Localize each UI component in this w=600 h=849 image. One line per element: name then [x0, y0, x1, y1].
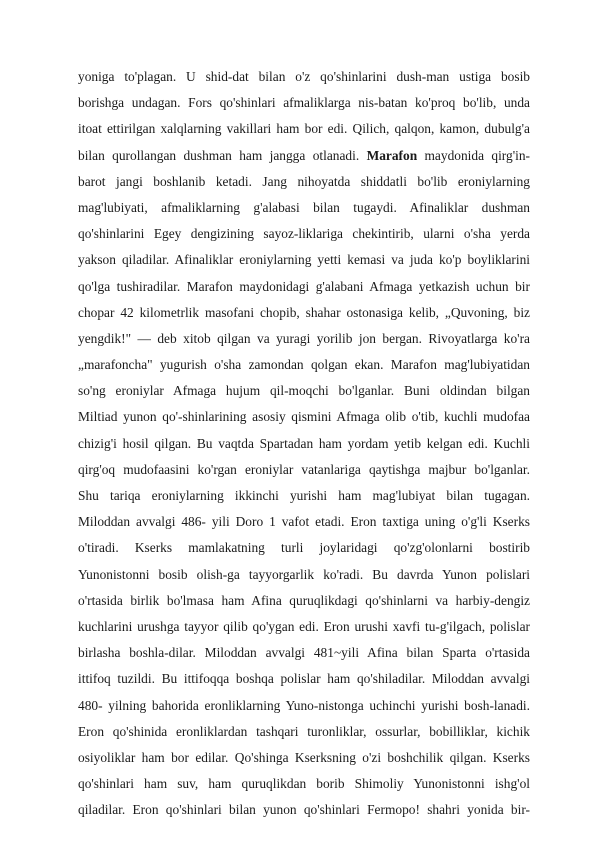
- text-line-9: qo'lga tushiradilar. Marafon maydonidagi g'alabani Afmaga yetkazish uchun bir: [78, 278, 530, 294]
- text-line-1: yoniga to'plagan. U shid-dat bilan o'z qo'shinlarini dush-man ustiga bosib: [78, 69, 530, 84]
- text-line-23: birlasha boshla-dilar. Miloddan avvalgi 481~yili Afina bilan Sparta o'rtasida: [78, 645, 530, 661]
- text-line-16: qirg'oq mudofaasini ko'rgan eroniylar vatanlariga qaytishga majbur bo'lganlar.: [78, 461, 530, 477]
- text-line-2: borishga undagan. Fors qo'shinlari afmaliklarga nis-batan ko'proq bo'lib, unda: [78, 95, 530, 111]
- text-line-7: qo'shinlarini Egey dengizining sayoz-liklariga chekintirib, ularni o'sha yerda: [78, 226, 530, 242]
- text-line-15: chizig'i hosil qilgan. Bu vaqtda Spartadan ham yordam yetib kelgan edi. Kuchli: [78, 435, 530, 451]
- text-line-14: Miltiad yunon qo'-shinlarining asosiy qismini Afmaga olib o'tib, kuchli mudofaa: [78, 409, 530, 425]
- text-line-20: Yunonistonni bosib olish-ga tayyorgarlik ko'radi. Bu davrda Yunon polislari: [78, 566, 530, 582]
- text-line-24: ittifoq tuzildi. Bu ittifoqqa boshqa polislar ham qo'shiladilar. Miloddan avvalgi: [78, 671, 530, 687]
- text-line-22: kuchlarini urushga tayyor qilib qo'ygan edi. Eron urushi xavfi tu-g'ilgach, polislar: [78, 618, 530, 634]
- text-line-17: Shu tariqa eroniylarning ikkinchi yurishi ham mag'lubiyat bilan tugagan.: [78, 488, 530, 503]
- text-line-25: 480- yilning bahorida eronliklarning Yuno-nistonga uchinchi yurishi bosh-lanadi.: [78, 697, 530, 713]
- text-line-4-end: maydonida qirg'in-: [417, 147, 530, 163]
- text-line-26: Eron qo'shinida eronliklardan tashqari turonliklar, ossurlar, bobilliklar, kichik: [78, 723, 530, 739]
- text-line-28: qo'shinlari ham suv, ham quruqlikdan borib Shimoliy Yunonistonni ishg'ol: [78, 776, 530, 792]
- text-line-10: chopar 42 kilometrlik masofani chopib, shahar ostonasiga kelib, „Quvoning, biz: [78, 304, 530, 320]
- text-line-5: barot jangi boshlanib ketadi. Jang nihoyatda shiddatli bo'lib eroniylarning: [78, 173, 530, 189]
- text-line-21: o'rtasida birlik bo'lmasa ham Afina quruqlikdagi qo'shinlarni va harbiy-dengiz: [78, 592, 530, 608]
- text-line-27: osiyoliklar ham bor edilar. Qo'shinga Kserksning o'zi boshchilik qilgan. Kserks: [78, 749, 530, 765]
- text-line-12: „marafoncha" yugurish o'sha zamondan qolgan ekan. Marafon mag'lubiyatidan: [78, 357, 530, 373]
- text-line-19: o'tiradi. Kserks mamlakatning turli joylaridagi qo'zg'olonlarni bostirib: [78, 540, 530, 556]
- text-line-18: Miloddan avvalgi 486- yili Doro 1 vafot etadi. Eron taxtiga uning o'g'li Kserks: [78, 514, 530, 530]
- text-line-4-start: bilan qurollangan dushman ham jangga otlanadi.: [78, 147, 367, 163]
- body-text: [78, 64, 530, 823]
- text-line-11: yengdik!" — deb xitob qilgan va yuragi yorilib jon bergan. Rivoyatlarga ko'ra: [78, 330, 530, 346]
- text-line-3: itoat ettirilgan xalqlarning vakillari ham bor edi. Qilich, qalqon, kamon, dubulg'a: [78, 121, 530, 137]
- text-line-8: yakson qiladilar. Afinaliklar eroniylarning yetti kemasi va juda ko'p boyliklarini: [78, 252, 530, 268]
- text-line-13: so'ng eroniylar Afmaga hujum qil-moqchi bo'lganlar. Buni oldindan bilgan: [78, 383, 530, 399]
- text-line-29: qiladilar. Eron qo'shinlari bilan yunon qo'shinlari Fermopo! shahri yonida bir-: [78, 802, 530, 818]
- text-line-6: mag'lubiyati, afmaliklarning g'alabasi bilan tugaydi. Afinaliklar dushman: [78, 199, 530, 215]
- text-line-4: [78, 143, 530, 169]
- bold-term-marafon: Marafon: [366, 147, 418, 163]
